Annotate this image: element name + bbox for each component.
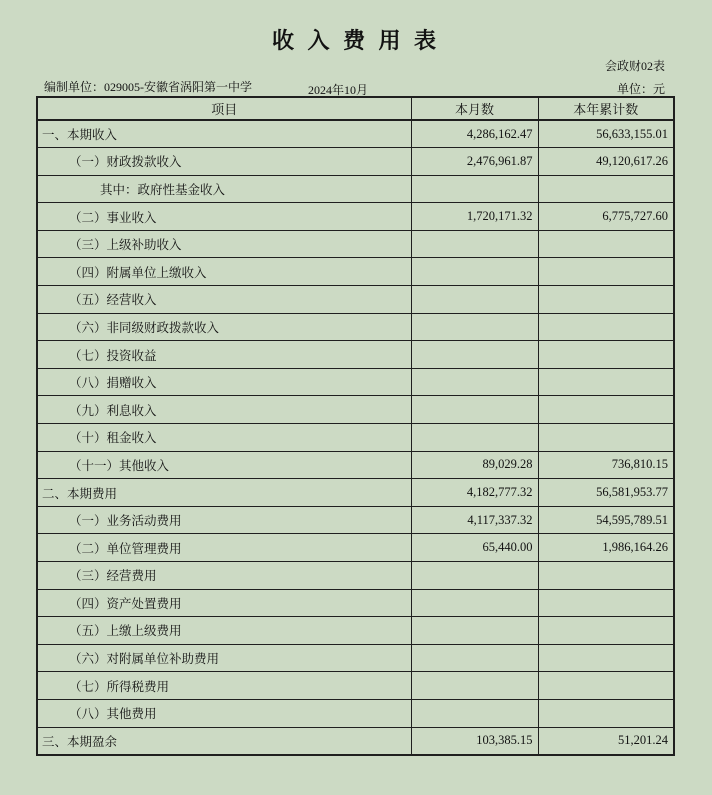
item-cell: 其中：政府性基金收入	[37, 175, 411, 203]
year-cell	[538, 313, 674, 341]
year-cell: 54,595,789.51	[538, 506, 674, 534]
table-row	[37, 672, 674, 700]
item-cell: （五）经营收入	[37, 286, 411, 314]
table-row	[37, 451, 674, 479]
month-cell	[411, 617, 538, 645]
item-cell: （三）经营费用	[37, 562, 411, 590]
month-cell: 1,720,171.32	[411, 203, 538, 231]
month-cell: 89,029.28	[411, 451, 538, 479]
month-cell	[411, 589, 538, 617]
year-cell	[538, 699, 674, 727]
table-row	[37, 562, 674, 590]
month-cell	[411, 368, 538, 396]
header-row	[37, 97, 674, 120]
table-row	[37, 589, 674, 617]
table-row	[37, 644, 674, 672]
year-cell	[538, 230, 674, 258]
item-cell: （一）财政拨款收入	[37, 148, 411, 176]
month-cell	[411, 562, 538, 590]
month-cell	[411, 341, 538, 369]
item-cell: （四）附属单位上缴收入	[37, 258, 411, 286]
table-row	[37, 368, 674, 396]
month-cell	[411, 286, 538, 314]
month-cell	[411, 313, 538, 341]
table-row	[37, 534, 674, 562]
table-row	[37, 258, 674, 286]
table-row	[37, 120, 674, 148]
currency-unit-label: 单位：元	[616, 82, 665, 96]
form-code-label: 会政财02表	[604, 59, 665, 73]
month-cell: 4,117,337.32	[411, 506, 538, 534]
item-cell: （四）资产处置费用	[37, 589, 411, 617]
column-header-month: 本月数	[411, 97, 538, 120]
month-cell: 103,385.15	[411, 727, 538, 755]
table-body	[37, 120, 674, 755]
year-cell: 49,120,617.26	[538, 148, 674, 176]
item-cell: （一）业务活动费用	[37, 506, 411, 534]
item-cell: （九）利息收入	[37, 396, 411, 424]
table-row	[37, 506, 674, 534]
year-cell	[538, 424, 674, 452]
item-cell: （二）单位管理费用	[37, 534, 411, 562]
year-cell	[538, 672, 674, 700]
item-cell: 一、本期收入	[37, 120, 411, 148]
income-expense-table	[36, 96, 675, 756]
year-cell	[538, 644, 674, 672]
item-cell: （六）对附属单位补助费用	[37, 644, 411, 672]
table-row	[37, 617, 674, 645]
year-cell: 56,581,953.77	[538, 479, 674, 507]
item-cell: （七）投资收益	[37, 341, 411, 369]
page-title: 收 入 费 用 表	[271, 28, 440, 53]
table-row	[37, 396, 674, 424]
year-cell	[538, 589, 674, 617]
table-row	[37, 424, 674, 452]
month-cell	[411, 230, 538, 258]
year-cell: 1,986,164.26	[538, 534, 674, 562]
year-cell	[538, 258, 674, 286]
month-cell	[411, 699, 538, 727]
year-cell: 736,810.15	[538, 451, 674, 479]
item-cell: （八）其他费用	[37, 699, 411, 727]
month-cell	[411, 424, 538, 452]
item-cell: 三、本期盈余	[37, 727, 411, 755]
month-cell	[411, 175, 538, 203]
item-cell: （七）所得税费用	[37, 672, 411, 700]
item-cell: （二）事业收入	[37, 203, 411, 231]
item-cell: （五）上缴上级费用	[37, 617, 411, 645]
table-row	[37, 175, 674, 203]
item-cell: 二、本期费用	[37, 479, 411, 507]
year-cell: 56,633,155.01	[538, 120, 674, 148]
table-row	[37, 203, 674, 231]
item-cell: （六）非同级财政拨款收入	[37, 313, 411, 341]
month-cell: 65,440.00	[411, 534, 538, 562]
year-cell	[538, 396, 674, 424]
item-cell: （三）上级补助收入	[37, 230, 411, 258]
column-header-year-total: 本年累计数	[538, 97, 674, 120]
month-cell	[411, 396, 538, 424]
month-cell: 4,286,162.47	[411, 120, 538, 148]
table-row	[37, 341, 674, 369]
column-header-item: 项目	[37, 97, 411, 120]
year-cell	[538, 286, 674, 314]
table-row	[37, 313, 674, 341]
period-label: 2024年10月	[308, 83, 369, 97]
item-cell: （十）租金收入	[37, 424, 411, 452]
month-cell: 2,476,961.87	[411, 148, 538, 176]
org-unit-label: 编制单位：029005-安徽省涡阳第一中学	[44, 80, 252, 94]
month-cell: 4,182,777.32	[411, 479, 538, 507]
year-cell	[538, 617, 674, 645]
year-cell	[538, 562, 674, 590]
year-cell	[538, 368, 674, 396]
item-cell: （八）捐赠收入	[37, 368, 411, 396]
month-cell	[411, 672, 538, 700]
table-row	[37, 727, 674, 755]
year-cell	[538, 341, 674, 369]
month-cell	[411, 644, 538, 672]
table-row	[37, 230, 674, 258]
month-cell	[411, 258, 538, 286]
table-row	[37, 286, 674, 314]
year-cell: 51,201.24	[538, 727, 674, 755]
table-row	[37, 699, 674, 727]
table-row	[37, 479, 674, 507]
year-cell: 6,775,727.60	[538, 203, 674, 231]
item-cell: （十一）其他收入	[37, 451, 411, 479]
table-row	[37, 148, 674, 176]
year-cell	[538, 175, 674, 203]
